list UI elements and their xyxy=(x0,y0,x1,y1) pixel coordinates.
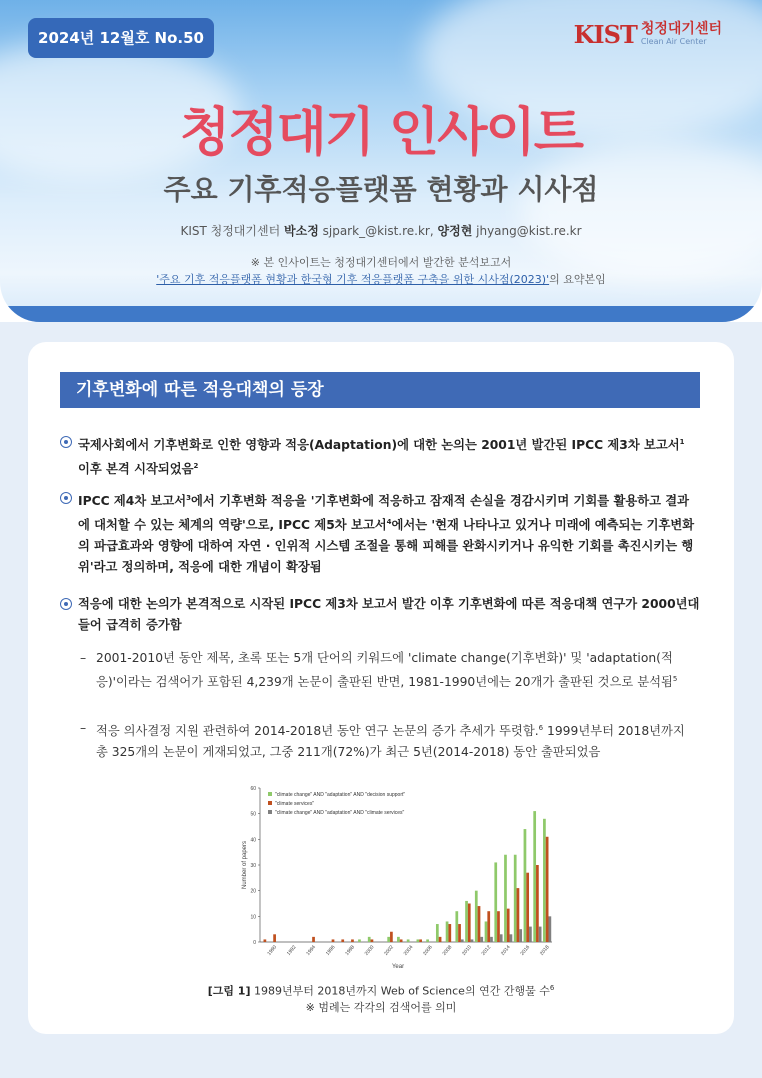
bar xyxy=(332,939,335,942)
bullet-item: IPCC 제4차 보고서$^3$에서 기후변화 적응을 '기후변화에 적응하고 잠재적 손실을 경감시키며 기회를 활용하고 결과에 대처할 수 있는 체계의 역량'으로, IPCC 제5차 보고서$^4$에서는 '현재 나타나고 있거나 미래에 예측되는 기후변화의 파급효과와 영향에 대하여 자연 · 인위적 시스템 조절을 통해 피해를 완화시키거나 유익한 기회를 촉진시키는 행위'라고 정의하며, 적응에 대한 개념이 확장됨 xyxy=(60,488,700,578)
bullet-icon xyxy=(60,436,72,448)
section-title: 기후변화에 따른 적응대책의 등장 xyxy=(60,372,700,408)
content-card xyxy=(28,342,734,1034)
bar xyxy=(439,937,442,942)
report-link[interactable]: '주요 기후 적응플랫폼 현황과 한국형 기후 적응플랫폼 구축을 위한 시사점(2023)' xyxy=(156,273,550,286)
bar xyxy=(312,937,315,942)
bar xyxy=(471,939,474,942)
kist-logo xyxy=(574,20,722,49)
bar xyxy=(419,939,422,942)
y-tick-label: 60 xyxy=(250,786,256,792)
bar xyxy=(490,937,493,942)
x-tick-label: 1990 xyxy=(266,944,279,957)
y-tick-label: 50 xyxy=(250,811,256,818)
bar xyxy=(351,939,354,942)
figure-caption: [그림 1] 1989년부터 2018년까지 Web of Science의 연간 간행물 수$^6$ ※ 범례는 각각의 검색어를 의미 xyxy=(28,980,734,1016)
bar xyxy=(536,865,539,942)
bar xyxy=(407,939,410,942)
source-note xyxy=(0,254,762,288)
y-tick-label: 0 xyxy=(253,940,256,946)
bar xyxy=(533,811,536,942)
legend-label: "climate change" AND "adaptation" AND "climate services" xyxy=(275,810,405,816)
bar xyxy=(524,829,527,942)
logo-ko: 청정대기센터 xyxy=(640,21,722,38)
bar xyxy=(514,855,517,942)
x-tick-label: 2014 xyxy=(499,944,512,957)
publications-chart xyxy=(198,782,558,982)
bar xyxy=(529,927,532,942)
bar xyxy=(485,921,488,942)
bar xyxy=(368,937,371,942)
x-tick-label: 1996 xyxy=(324,944,337,957)
bar xyxy=(461,939,464,942)
y-tick-label: 20 xyxy=(250,888,256,895)
logo-mark: KIST xyxy=(573,20,637,49)
bar xyxy=(455,911,458,942)
bar xyxy=(478,906,481,942)
x-tick-label: 1998 xyxy=(344,944,356,957)
bar xyxy=(397,937,400,942)
bar xyxy=(358,939,361,942)
bar xyxy=(264,939,267,942)
x-tick-label: 2010 xyxy=(461,944,473,957)
issue-badge: 2024년 12월호 No.50 xyxy=(28,18,214,58)
bullet-icon xyxy=(60,492,72,504)
x-tick-label: 1994 xyxy=(305,944,318,957)
x-tick-label: 2018 xyxy=(538,944,551,957)
bar xyxy=(371,939,374,942)
header-edge xyxy=(0,306,762,322)
caption-note: ※ 범례는 각각의 검색어를 의미 xyxy=(305,1000,457,1014)
author1-email[interactable]: sjpark_@kist.re.kr, xyxy=(322,224,434,238)
legend-label: "climate services" xyxy=(275,801,315,807)
authors-prefix: KIST 청정대기센터 xyxy=(180,224,281,238)
x-tick-label: 2002 xyxy=(383,944,395,957)
legend-swatch xyxy=(268,810,272,814)
logo-en: Clean Air Center xyxy=(640,36,707,46)
y-tick-label: 40 xyxy=(250,837,256,844)
bar xyxy=(510,934,513,942)
bar xyxy=(497,911,500,942)
sub-item: – 적응 의사결정 지원 관련하여 2014-2018년 동안 연구 논문의 증가 추세가 뚜렷함.$^6$ 1999년부터 2018년까지 총 325개의 논문이 게재되었고, 그중 211개(72%)가 최근 5년(2014-2018) 동안 출판되었음 xyxy=(80,721,685,760)
y-tick-label: 10 xyxy=(250,914,256,921)
author1-name: 박소정 xyxy=(284,224,319,238)
x-tick-label: 2012 xyxy=(480,944,493,957)
bullet-item: 적응에 대한 논의가 본격적으로 시작된 IPCC 제3차 보고서 발간 이후 기후변화에 따른 적응대책 연구가 2000년대 들어 급격히 증가함 xyxy=(60,594,700,636)
bar xyxy=(526,873,529,942)
bar xyxy=(494,862,497,942)
x-tick-label: 2000 xyxy=(363,944,376,957)
page-title: 청정대기 인사이트 xyxy=(180,103,582,163)
page-subtitle: 주요 기후적응플랫폼 현황과 시사점 xyxy=(163,173,599,206)
legend-swatch xyxy=(268,801,272,805)
bullet-item: 국제사회에서 기후변화로 인한 영향과 적응(Adaptation)에 대한 논의는 2001년 발간된 IPCC 제3차 보고서$^1$ 이후 본격 시작되었음$^2$ xyxy=(60,432,700,480)
note-suffix: 의 요약본임 xyxy=(549,273,606,286)
x-tick-label: 2016 xyxy=(519,944,532,957)
bar xyxy=(517,888,520,942)
bar xyxy=(446,921,449,942)
bullet-icon xyxy=(60,598,72,610)
y-tick-label: 30 xyxy=(250,863,256,869)
bar xyxy=(417,939,420,942)
bar xyxy=(543,819,546,942)
legend-swatch xyxy=(268,792,272,796)
authors-line xyxy=(0,222,762,239)
bar xyxy=(504,855,507,942)
bar xyxy=(436,924,439,942)
bar xyxy=(387,937,390,942)
author2-email[interactable]: jhyang@kist.re.kr xyxy=(476,224,582,238)
bar xyxy=(475,891,478,942)
note-line1: ※ 본 인사이트는 청정대기센터에서 발간한 분석보고서 xyxy=(250,256,512,269)
bar xyxy=(487,911,490,942)
caption-label: [그림 1] xyxy=(207,984,251,998)
x-tick-label: 2008 xyxy=(441,944,454,957)
x-tick-label: 2004 xyxy=(402,944,415,957)
bar xyxy=(458,924,461,942)
bar xyxy=(468,904,471,943)
bar xyxy=(400,939,403,942)
bar xyxy=(480,937,483,942)
sub-item: – 2001-2010년 동안 제목, 초록 또는 5개 단어의 키워드에 'climate change(기후변화)' 및 'adaptation(적응)'이라는 검색어가 포함된 4,239개 논문이 출판된 반면, 1981-1990년에는 20개가 출판된 것으로 분석됨$^5$ xyxy=(80,651,678,690)
y-axis-label: Number of papers xyxy=(242,840,248,890)
bar xyxy=(548,916,551,942)
bar xyxy=(539,927,542,942)
author2-name: 양정현 xyxy=(437,224,473,238)
bar xyxy=(426,939,429,942)
header-banner xyxy=(0,0,762,322)
x-tick-label: 2006 xyxy=(422,944,434,957)
x-tick-label: 1992 xyxy=(285,944,298,957)
legend-label: "climate change" AND "adaptation" AND "decision support" xyxy=(275,792,406,798)
bar xyxy=(390,932,393,942)
bar xyxy=(507,909,510,942)
caption-text: 1989년부터 2018년까지 Web of Science의 연간 간행물 수 xyxy=(250,984,550,998)
bar xyxy=(500,934,503,942)
bar xyxy=(465,901,468,942)
bar xyxy=(273,934,276,942)
bar xyxy=(519,929,522,942)
bar xyxy=(341,939,344,942)
bar xyxy=(448,924,451,942)
bar xyxy=(546,837,549,942)
x-axis-label: Year xyxy=(391,964,405,970)
